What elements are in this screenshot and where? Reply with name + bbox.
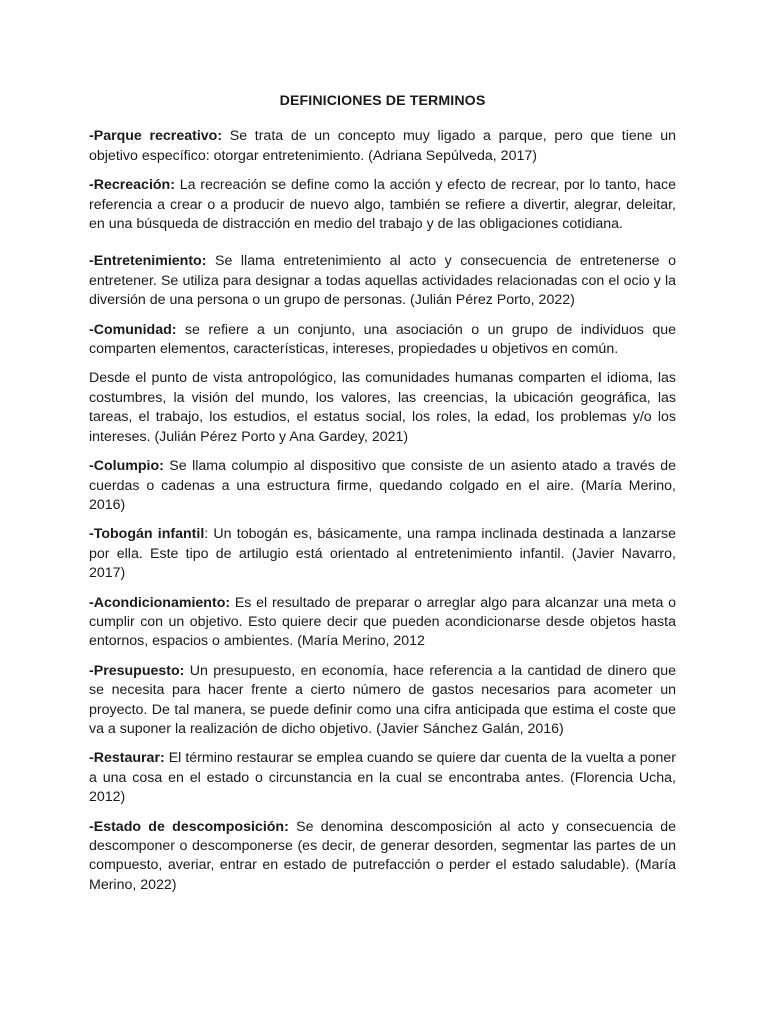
definition-tobogan-infantil bbox=[89, 525, 676, 583]
term-label: -Restaurar: bbox=[89, 750, 165, 767]
term-label: -Entretenimiento: bbox=[89, 253, 207, 270]
term-label: -Recreación: bbox=[89, 177, 175, 194]
definition-text: Se llama entretenimiento al acto y consecuencia de entretenerse o entretener. Se utiliza para designar a todas aquellas actividades relacionadas con el ocio y la diversión de una persona o un grupo de personas. (Julián Pérez Porto, 2022) bbox=[89, 253, 676, 309]
term-label: -Columpio: bbox=[89, 458, 164, 475]
definition-text: Se llama columpio al dispositivo que consiste de un asiento atado a través de cuerdas o cadenas a una estructura firme, quedando colgado en el aire. (María Merino, 2016) bbox=[89, 458, 676, 513]
definition-acondicionamiento bbox=[89, 594, 676, 652]
definition-entretenimiento bbox=[89, 252, 676, 310]
definition-parque-recreativo bbox=[89, 127, 676, 166]
document-title: DEFINICIONES DE TERMINOS bbox=[279, 93, 486, 109]
definition-restaurar bbox=[89, 749, 676, 807]
term-label: -Parque recreativo: bbox=[89, 128, 223, 145]
definition-text: Se denomina descomposición al acto y consecuencia de descomponer o descomponerse (es decir, de generar desorden, segmentar las partes de un compuesto, averiar, entrar en estado de putrefacción o perder el estado saludable). (María Merino, 2022) bbox=[89, 818, 676, 893]
definition-text: Se trata de un concepto muy ligado a parque, pero que tiene un objetivo específico: otorgar entretenimiento. (Adriana Sepúlveda, 2017) bbox=[89, 128, 676, 164]
term-label: -Comunidad: bbox=[89, 321, 177, 338]
document-page bbox=[89, 92, 676, 905]
definition-comunidad bbox=[89, 321, 676, 360]
paragraph-text: Desde el punto de vista antropológico, las comunidades humanas comparten el idioma, las costumbres, la visión del mundo, los valores, las creencias, la ubicación geográfica, las tareas, el trabajo, los estudios, el estatus social, los roles, la edad, los problemas y/o los intereses. (Julián Pérez Porto y Ana Gardey, 2021) bbox=[89, 370, 676, 445]
term-label: -Presupuesto: bbox=[89, 662, 185, 679]
definition-columpio bbox=[89, 457, 676, 515]
definition-recreacion bbox=[89, 176, 676, 234]
definition-text: Es el resultado de preparar o arreglar algo para alcanzar una meta o cumplir con un objetivo. Esto quiere decir que pueden acondicionarse desde objetos hasta entornos, espacios o ambientes. (María Merino, 2012 bbox=[89, 594, 676, 650]
definition-estado-de-descomposicion bbox=[89, 818, 676, 896]
term-label: -Tobogán infantil bbox=[89, 526, 205, 543]
paragraph-antropologico bbox=[89, 369, 676, 447]
definition-presupuesto bbox=[89, 662, 676, 740]
definition-text: : Un tobogán es, básicamente, una rampa inclinada destinada a lanzarse por ella. Este tipo de artilugio está orientado al entretenimiento infantil. (Javier Navarro, 2017) bbox=[89, 526, 677, 582]
term-label: -Estado de descomposición: bbox=[89, 818, 289, 835]
definition-text: se refiere a un conjunto, una asociación o un grupo de individuos que comparten elementos, características, intereses, propiedades u objetivos en común. bbox=[89, 321, 676, 358]
definition-text: Un presupuesto, en economía, hace referencia a la cantidad de dinero que se necesita para hacer frente a cierto número de gastos necesarios para acometer un proyecto. De tal manera, se puede definir como una cifra anticipada que estima el coste que va a suponer la realización de dicho objetivo. (Javier Sánchez Galán, 2016) bbox=[89, 662, 676, 737]
term-label: -Acondicionamiento: bbox=[89, 594, 231, 611]
definition-text: El término restaurar se emplea cuando se quiere dar cuenta de la vuelta a poner a una cosa en el estado o circunstancia en la cual se encontraba antes. (Florencia Ucha, 2012) bbox=[89, 750, 676, 806]
definition-text: La recreación se define como la acción y efecto de recrear, por lo tanto, hace referencia a crear o a producir de nuevo algo, también se refiere a divertir, alegrar, deleitar, en una búsqueda de distracción en medio del trabajo y de las obligaciones cotidiana. bbox=[89, 177, 676, 233]
